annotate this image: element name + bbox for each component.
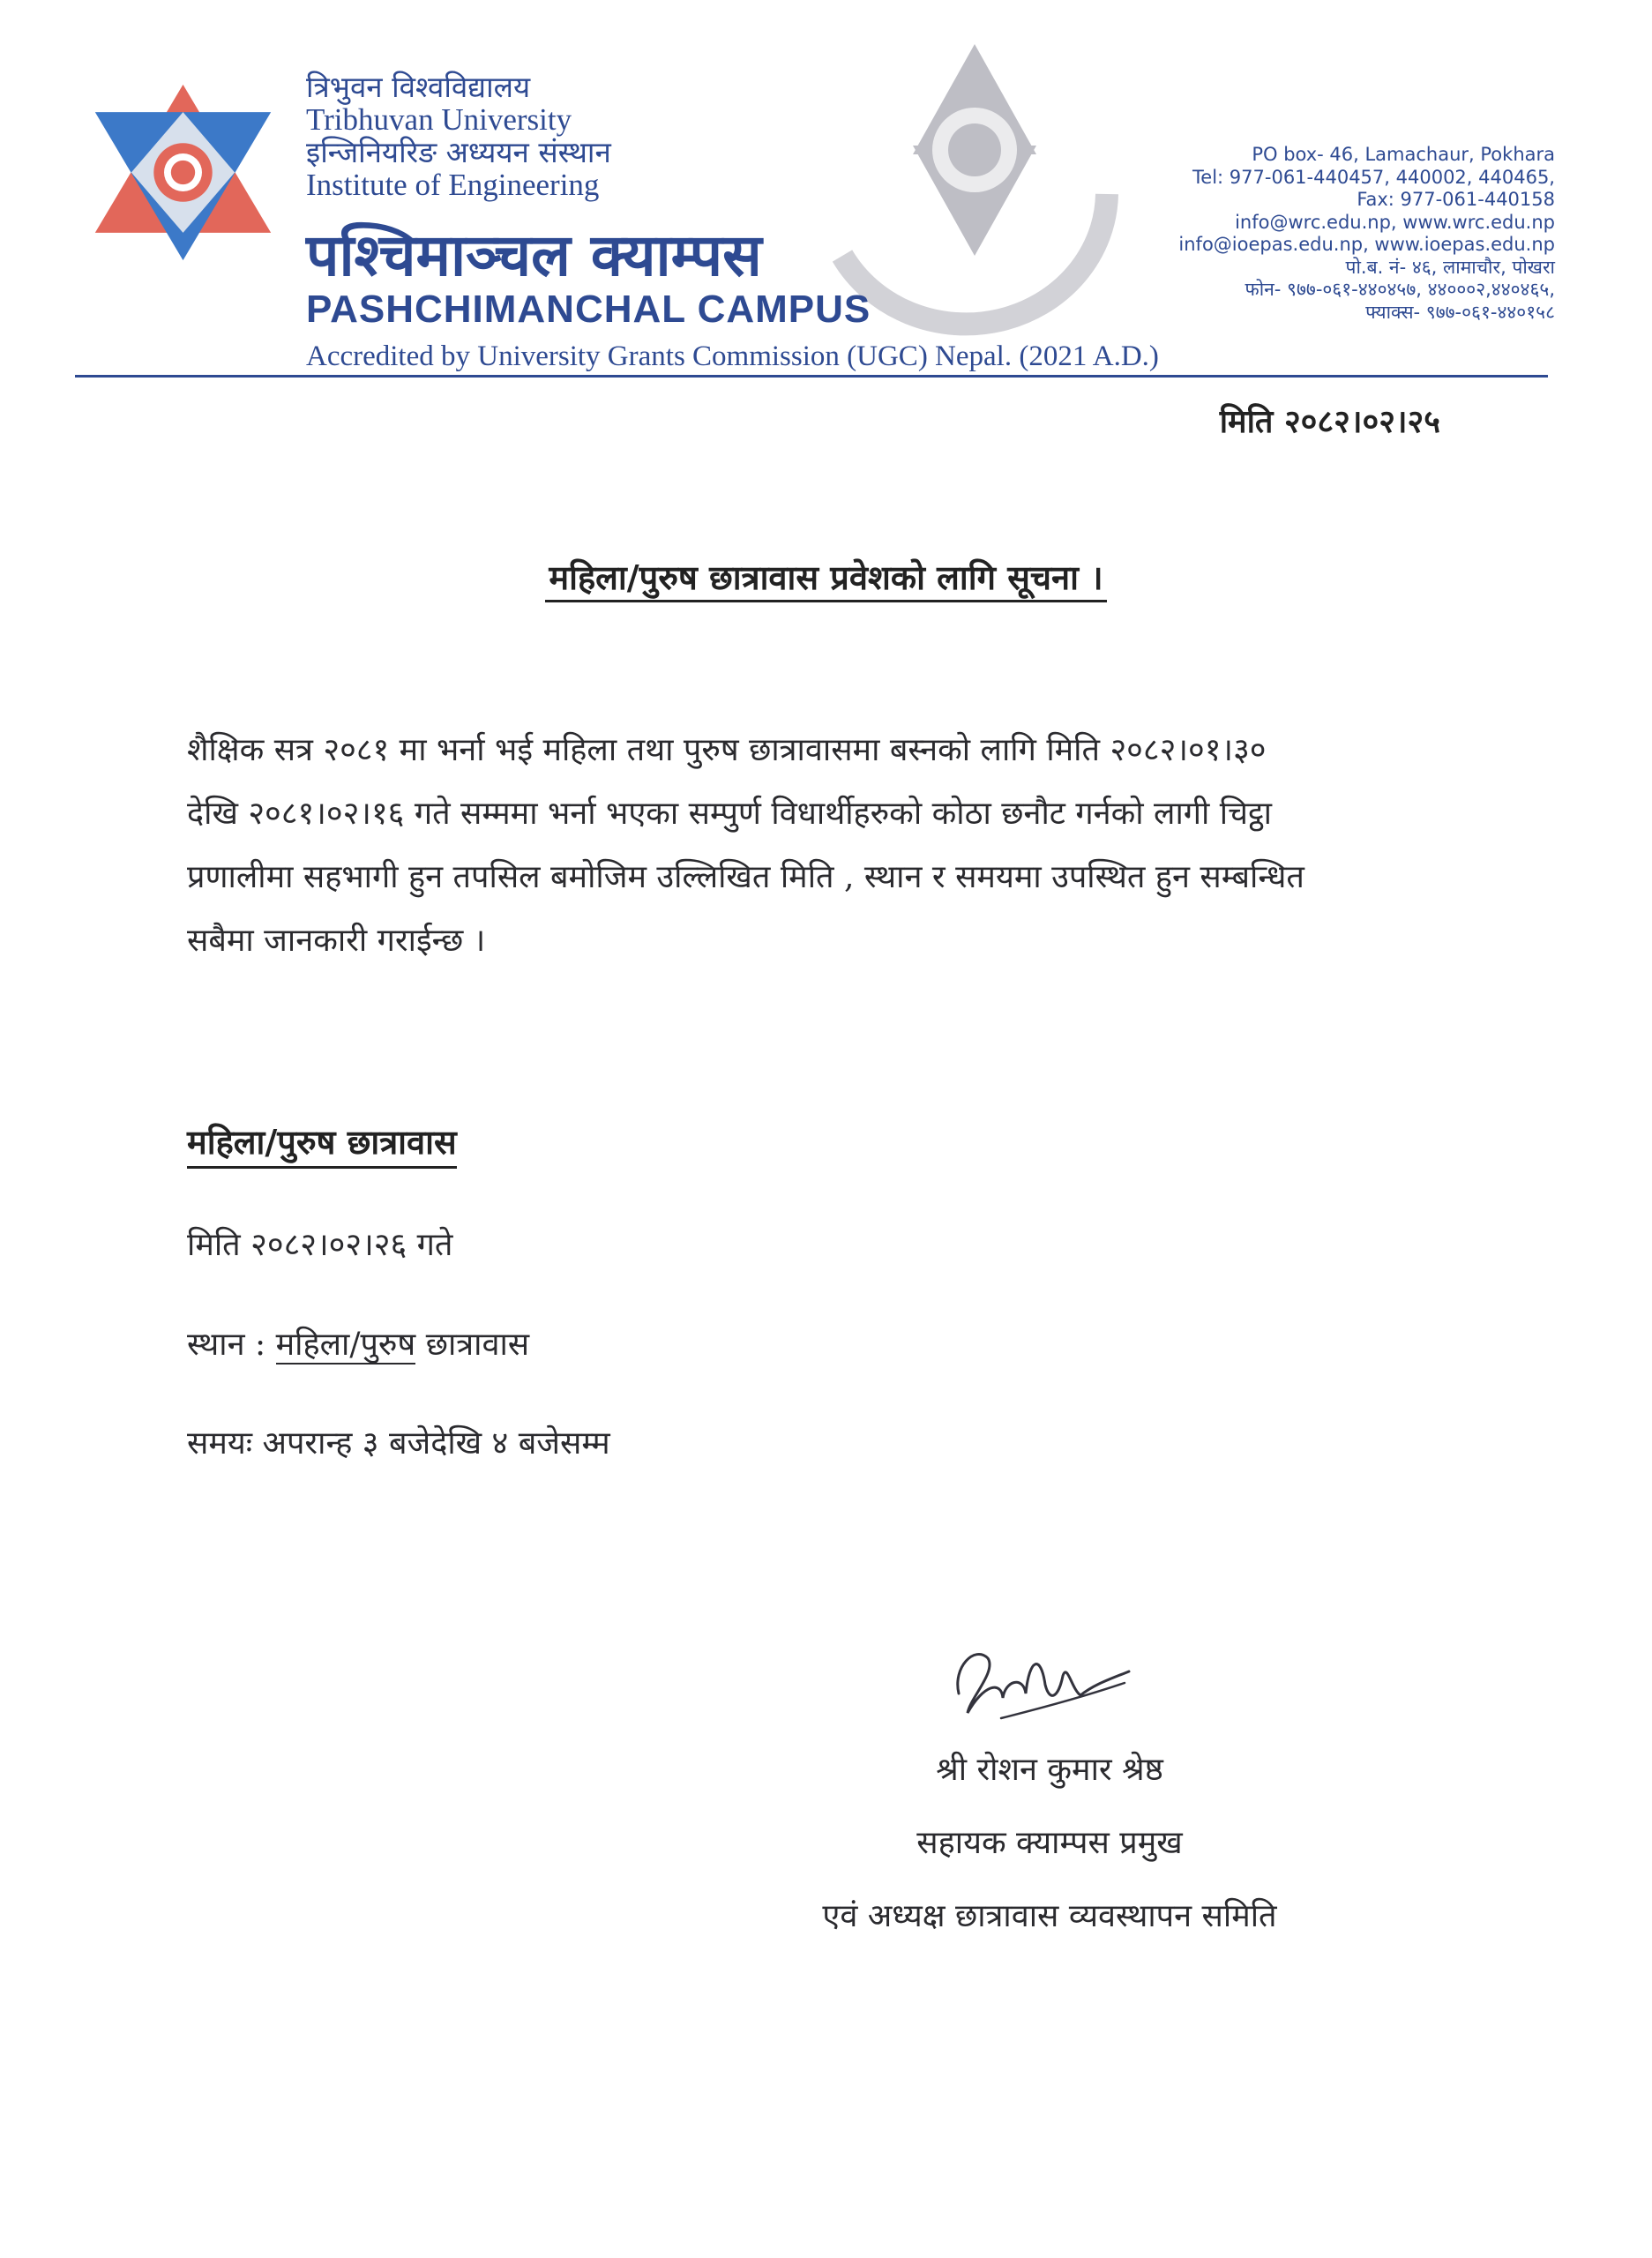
document-date: मिति २०८२।०२।२५ [1219, 403, 1440, 440]
contact-line: फोन- ९७७-०६१-४४०४५७, ४४०००२,४४०४६५, [1245, 279, 1555, 300]
campus-name-english: PASHCHIMANCHAL CAMPUS [306, 288, 871, 331]
institute-name-english: Institute of Engineering [306, 168, 600, 202]
contact-block [1178, 144, 1555, 324]
university-name-english: Tribhuvan University [306, 102, 572, 137]
handwritten-signature [948, 1632, 1133, 1729]
place-value-underlined: महिला/पुरुष [275, 1327, 416, 1363]
paragraph-line: सबैमा जानकारी गराईन्छ । [187, 923, 486, 959]
accreditation-line: Accredited by University Grants Commission (UGC) Nepal. (2021 A.D.) [306, 340, 1159, 372]
header-divider [75, 375, 1548, 378]
university-name-nepali: त्रिभुवन विश्वविद्यालय [306, 70, 531, 104]
tribhuvan-university-logo [88, 78, 278, 267]
paragraph-line: शैक्षिक सत्र २०८१ मा भर्ना भई महिला तथा पुरुष छात्रावासमा बस्नको लागि मिति २०८२।०१।३० [187, 732, 1267, 768]
contact-line: info@ioepas.edu.np, www.ioepas.edu.np [1178, 234, 1555, 255]
signatory-name: श्री रोशन कुमार श्रेष्ठ [936, 1752, 1163, 1788]
contact-line: info@wrc.edu.np, www.wrc.edu.np [1235, 211, 1555, 233]
contact-line: पो.ब. नं- ४६, लामाचौर, पोखरा [1345, 256, 1555, 278]
contact-line: फ्याक्स- ९७७-०६१-४४०१५८ [1365, 301, 1555, 323]
schedule-time: समयः अपरान्ह ३ बजेदेखि ४ बजेसम्म [187, 1425, 610, 1462]
notice-title [0, 554, 1652, 600]
place-label: स्थान : [187, 1327, 266, 1363]
institute-name-nepali: इन्जिनियरिङ अध्ययन संस्थान [306, 135, 611, 169]
notice-paragraph [187, 719, 1448, 973]
paragraph-line: प्रणालीमा सहभागी हुन तपसिल बमोजिम उल्लिखित मिति , स्थान र समयमा उपस्थित हुन सम्बन्धित [187, 859, 1304, 895]
schedule-place [187, 1321, 529, 1365]
contact-line: PO box- 46, Lamachaur, Pokhara [1252, 144, 1555, 165]
university-name-block [306, 71, 611, 201]
paragraph-line: देखि २०८१।०२।१६ गते सम्ममा भर्ना भएका सम्पुर्ण विधार्थीहरुको कोठा छनौट गर्नको लागी चिट्ठा [187, 796, 1272, 832]
schedule-date: मिति २०८२।०२।२६ गते [187, 1227, 453, 1263]
contact-line: Fax: 977-061-440158 [1357, 189, 1555, 210]
campus-name-nepali: पश्चिमाञ्चल क्याम्पस [306, 221, 762, 289]
notice-title-text: महिला/पुरुष छात्रावास प्रवेशको लागि सूचना । [545, 557, 1106, 602]
place-value: छात्रावास [425, 1327, 530, 1363]
signatory-designation: सहायक क्याम्पस प्रमुख [916, 1825, 1183, 1861]
signatory-block [759, 1733, 1341, 1953]
signatory-role: एवं अध्यक्ष छात्रावास व्यवस्थापन समिति [822, 1898, 1277, 1934]
hostel-heading: महिला/पुरुष छात्रावास [187, 1118, 457, 1169]
contact-line: Tel: 977-061-440457, 440002, 440465, [1192, 166, 1555, 188]
